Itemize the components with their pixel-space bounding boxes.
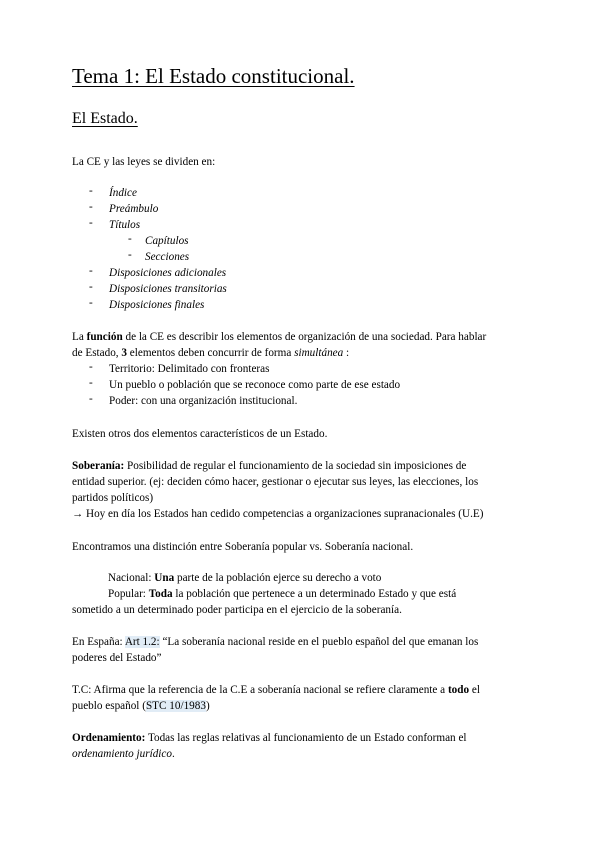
ordenamiento-line1 (72, 730, 467, 746)
list-bullet: - (89, 377, 93, 389)
text: T.C: Afirma que la referencia de la C.E a soberanía nacional se refiere claramente a (72, 684, 448, 696)
bold-term: Soberanía: (72, 460, 125, 472)
highlighted-article: Art 1.2: (124, 636, 160, 648)
text: . (171, 748, 175, 760)
popular-line1 (108, 586, 456, 602)
text: Popular: (108, 588, 149, 600)
bold-term: Ordenamiento: (72, 732, 146, 744)
list-bullet: - (89, 217, 93, 229)
list-item: Preámbulo (109, 203, 159, 215)
text: En España: (72, 636, 125, 648)
bold-term: Toda (148, 588, 173, 600)
nacional-line (108, 570, 381, 586)
list-bullet: - (89, 265, 93, 277)
tc-line2 (72, 698, 210, 714)
bold-number: 3 (121, 347, 127, 359)
text: Nacional: (108, 572, 155, 584)
funcion-paragraph-line1 (72, 329, 486, 345)
soberania-line2: entidad superior. (ej: deciden cómo hacer, gestionar o ejecutar sus leyes, las elecciones, los (72, 476, 479, 488)
distincion-text: Encontramos una distinción entre Soberanía popular vs. Soberanía nacional. (72, 541, 414, 553)
tc-line1 (72, 682, 480, 698)
bold-term: todo (447, 684, 470, 696)
soberania-line3: partidos políticos) (72, 492, 154, 504)
text: la población que pertenece a un determinado Estado y que está (172, 588, 457, 600)
list-item: Títulos (109, 219, 141, 231)
text: La (72, 331, 87, 343)
intro-text: La CE y las leyes se dividen en: (72, 156, 216, 168)
funcion-paragraph-line2 (72, 345, 349, 361)
list-bullet: - (89, 297, 93, 309)
text: de la CE es describir los elementos de organización de una sociedad. Para hablar (122, 331, 487, 343)
element-item: Poder: con una organización institucional. (109, 395, 298, 407)
popular-line2: sometido a un determinado poder participa en el ejercicio de la soberanía. (72, 604, 402, 616)
text: pueblo español ( (72, 700, 146, 712)
list-bullet: - (89, 201, 93, 213)
sublist-bullet: - (128, 233, 132, 245)
ordenamiento-line2 (72, 746, 175, 762)
list-bullet: - (89, 185, 93, 197)
italic-term: ordenamiento jurídico (72, 748, 172, 760)
list-bullet: - (89, 361, 93, 373)
text: “La soberanía nacional reside en el pueblo español del que emanan los (159, 636, 479, 648)
soberania-line1 (72, 458, 466, 474)
italic-term: simultánea (294, 347, 344, 359)
sublist-bullet: - (128, 249, 132, 261)
list-item: Índice (109, 187, 137, 199)
list-bullet: - (89, 281, 93, 293)
otros-text: Existen otros dos elementos característicos de un Estado. (72, 428, 328, 440)
text: : (343, 347, 350, 359)
list-item: Disposiciones transitorias (109, 283, 227, 295)
espana-line2: poderes del Estado” (72, 652, 162, 664)
sublist-item: Capítulos (145, 235, 189, 247)
text: el (469, 684, 480, 696)
page-title: Tema 1: El Estado constitucional. (72, 64, 355, 88)
soberania-line4: → Hoy en día los Estados han cedido competencias a organizaciones supranacionales (U.E) (72, 508, 484, 520)
text: Todas las reglas relativas al funcionamiento de un Estado conforman el (145, 732, 467, 744)
bold-term: Una (154, 572, 175, 584)
list-item: Disposiciones finales (109, 299, 205, 311)
espana-line1 (72, 634, 478, 650)
text: elementos deben concurrir de forma (127, 347, 295, 359)
element-item: Territorio: Delimitado con fronteras (109, 363, 270, 375)
section-heading: El Estado. (72, 110, 138, 127)
list-bullet: - (89, 393, 93, 405)
element-item: Un pueblo o población que se reconoce como parte de ese estado (109, 379, 401, 391)
sublist-item: Secciones (145, 251, 190, 263)
list-item: Disposiciones adicionales (109, 267, 227, 279)
text: ) (205, 700, 210, 712)
text: Posibilidad de regular el funcionamiento de la sociedad sin imposiciones de (124, 460, 467, 472)
text: parte de la población ejerce su derecho a voto (174, 572, 382, 584)
bold-term: función (86, 331, 123, 343)
text: de Estado, (72, 347, 122, 359)
highlighted-citation: STC 10/1983 (145, 700, 206, 712)
